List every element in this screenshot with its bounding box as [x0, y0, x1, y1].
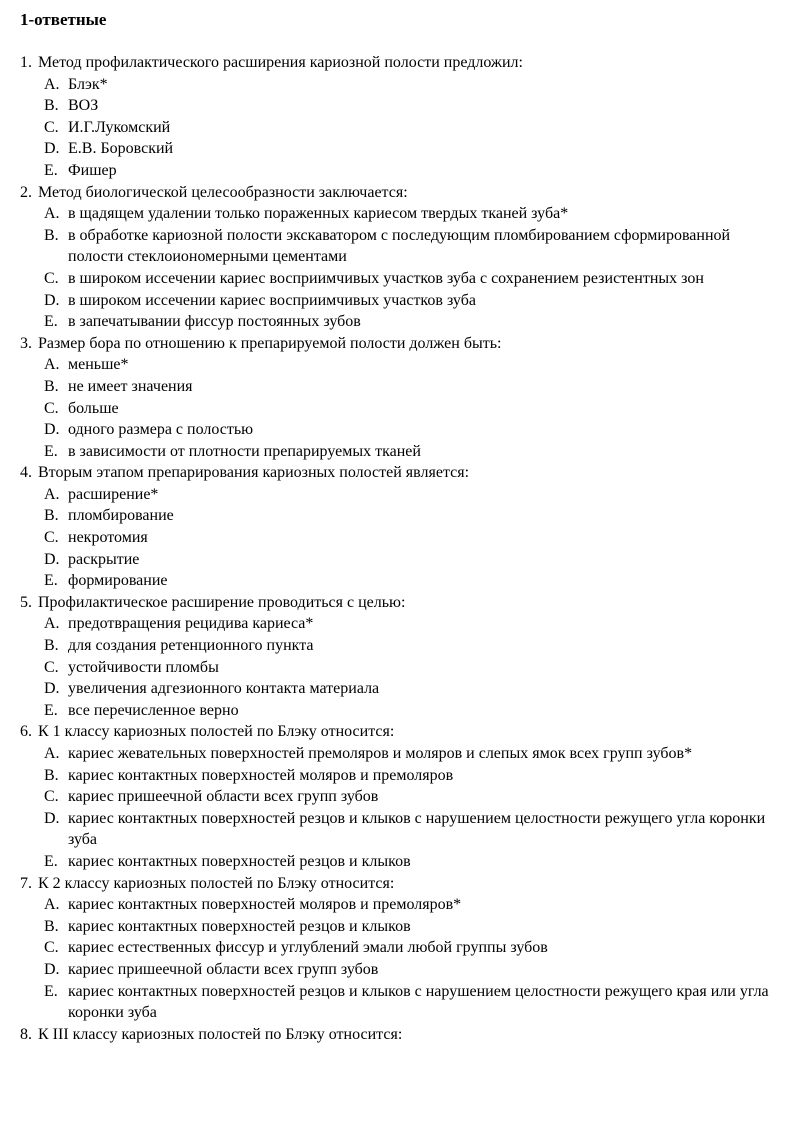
question-line	[20, 462, 790, 484]
option-letter: E.	[44, 442, 58, 460]
question-item	[20, 52, 790, 182]
answer-option	[20, 160, 790, 182]
option-letter: C.	[44, 118, 59, 136]
answer-option	[20, 117, 790, 139]
question-text: Профилактическое расширение проводиться с целью:	[38, 593, 406, 611]
option-text: в обработке кариозной полости экскаватором с последующим пломбированием сформированной полости стеклоиономерными цементами	[68, 226, 731, 266]
option-letter: B.	[44, 917, 59, 935]
option-text: предотвращения рецидива кариеса*	[68, 615, 314, 633]
answer-option	[20, 419, 790, 441]
option-text: раскрытие	[68, 550, 140, 568]
answer-option	[20, 678, 790, 700]
answer-option	[20, 635, 790, 657]
question-item	[20, 1024, 790, 1046]
answer-option	[20, 786, 790, 808]
option-letter: C.	[44, 788, 59, 806]
option-text: устойчивости пломбы	[68, 658, 219, 676]
question-item	[20, 333, 790, 463]
option-letter: A.	[44, 896, 60, 914]
question-line	[20, 721, 790, 743]
option-letter: E.	[44, 982, 58, 1000]
option-letter: C.	[44, 529, 59, 547]
option-text: в щадящем удалении только пораженных кариесом твердых тканей зуба*	[68, 205, 569, 223]
option-letter: E.	[44, 852, 58, 870]
option-letter: E.	[44, 572, 58, 590]
question-item	[20, 873, 790, 1024]
answer-options	[20, 203, 790, 333]
answer-option	[20, 937, 790, 959]
answer-option	[20, 311, 790, 333]
question-number: 5.	[20, 593, 32, 611]
option-text: увеличения адгезионного контакта материала	[68, 680, 380, 698]
answer-option	[20, 290, 790, 312]
question-text: К 2 классу кариозных полостей по Блэку относится:	[38, 874, 395, 892]
page-title: 1-ответные	[20, 10, 107, 29]
option-text: в зависимости от плотности препарируемых тканей	[68, 442, 421, 460]
option-letter: B.	[44, 226, 59, 244]
answer-options	[20, 354, 790, 462]
answer-options	[20, 894, 790, 1024]
answer-option	[20, 376, 790, 398]
option-letter: C.	[44, 658, 59, 676]
option-text: все перечисленное верно	[68, 701, 239, 719]
answer-option	[20, 916, 790, 938]
question-line	[20, 333, 790, 355]
option-text: кариес жевательных поверхностей премоляров и моляров и слепых ямок всех групп зубов*	[68, 745, 693, 762]
option-text: для создания ретенционного пункта	[68, 637, 314, 655]
answer-option	[20, 981, 790, 1024]
answer-option	[20, 138, 790, 160]
question-text: Метод профилактического расширения кариозной полости предложил:	[38, 54, 523, 71]
question-number: 6.	[20, 723, 32, 741]
question-line	[20, 52, 790, 74]
option-text: кариес пришеечной области всех групп зубов	[68, 960, 379, 978]
answer-option	[20, 851, 790, 873]
option-letter: E.	[44, 701, 58, 719]
answer-option	[20, 354, 790, 376]
option-letter: A.	[44, 615, 60, 633]
option-text: кариес пришеечной области всех групп зубов	[68, 788, 379, 806]
option-text: И.Г.Лукомский	[68, 118, 171, 136]
answer-option	[20, 225, 790, 268]
answer-option	[20, 203, 790, 225]
option-text: формирование	[68, 572, 168, 590]
option-text: в широком иссечении кариес восприимчивых участков зуба с сохранением резистентных зон	[68, 269, 704, 287]
question-item	[20, 721, 790, 872]
answer-option	[20, 549, 790, 571]
answer-options	[20, 74, 790, 182]
answer-option	[20, 74, 790, 96]
option-letter: D.	[44, 960, 60, 978]
option-text: больше	[68, 399, 119, 417]
answer-options	[20, 743, 790, 873]
answer-option	[20, 95, 790, 117]
question-list	[20, 52, 790, 1045]
option-text: кариес контактных поверхностей резцов и клыков	[68, 852, 411, 870]
option-text: Е.В. Боровский	[68, 140, 174, 158]
answer-option	[20, 441, 790, 463]
option-letter: A.	[44, 485, 60, 503]
option-letter: A.	[44, 745, 60, 762]
option-text: кариес контактных поверхностей моляров и премоляров	[68, 766, 454, 784]
option-text: Блэк*	[68, 75, 108, 93]
option-letter: D.	[44, 809, 60, 827]
answer-option	[20, 570, 790, 592]
option-text: меньше*	[68, 356, 129, 374]
question-line	[20, 873, 790, 895]
option-letter: C.	[44, 269, 59, 287]
answer-option	[20, 765, 790, 787]
option-text: кариес естественных фиссур и углублений эмали любой группы зубов	[68, 939, 548, 957]
answer-option	[20, 268, 790, 290]
option-letter: A.	[44, 356, 60, 374]
question-line	[20, 182, 790, 204]
question-line	[20, 1024, 790, 1046]
question-item	[20, 182, 790, 333]
question-item	[20, 462, 790, 592]
question-text: К 1 классу кариозных полостей по Блэку относится:	[38, 723, 395, 741]
question-number: 1.	[20, 54, 32, 71]
option-text: ВОЗ	[68, 97, 99, 115]
option-text: в запечатывании фиссур постоянных зубов	[68, 313, 361, 331]
option-letter: D.	[44, 550, 60, 568]
question-number: 2.	[20, 183, 32, 201]
option-letter: B.	[44, 507, 59, 525]
question-text: Размер бора по отношению к препарируемой полости должен быть:	[38, 334, 502, 352]
option-letter: B.	[44, 637, 59, 655]
option-letter: A.	[44, 205, 60, 223]
option-letter: B.	[44, 377, 59, 395]
question-number: 8.	[20, 1025, 32, 1043]
answer-option	[20, 505, 790, 527]
answer-option	[20, 959, 790, 981]
answer-option	[20, 484, 790, 506]
option-text: некротомия	[68, 529, 148, 547]
question-text: Вторым этапом препарирования кариозных полостей является:	[38, 464, 470, 482]
option-letter: D.	[44, 421, 60, 439]
option-text: расширение*	[68, 485, 159, 503]
option-text: кариес контактных поверхностей резцов и клыков с нарушением целостности режущего края или угла коронки зуба	[68, 982, 769, 1022]
option-letter: E.	[44, 161, 58, 179]
option-letter: B.	[44, 97, 59, 115]
question-text: Метод биологической целесообразности заключается:	[38, 183, 408, 201]
option-letter: D.	[44, 291, 60, 309]
option-text: кариес контактных поверхностей резцов и клыков	[68, 917, 411, 935]
option-letter: D.	[44, 680, 60, 698]
option-letter: A.	[44, 75, 60, 93]
question-text: К III классу кариозных полостей по Блэку относится:	[38, 1025, 403, 1043]
answer-option	[20, 398, 790, 420]
option-text: одного размера с полостью	[68, 421, 254, 439]
question-line	[20, 592, 790, 614]
answer-options	[20, 613, 790, 721]
question-number: 3.	[20, 334, 32, 352]
question-number: 7.	[20, 874, 32, 892]
answer-option	[20, 613, 790, 635]
answer-option	[20, 657, 790, 679]
answer-option	[20, 894, 790, 916]
option-letter: E.	[44, 313, 58, 331]
question-number: 4.	[20, 464, 32, 482]
answer-option	[20, 743, 790, 765]
option-text: не имеет значения	[68, 377, 193, 395]
option-letter: B.	[44, 766, 59, 784]
option-text: пломбирование	[68, 507, 174, 525]
option-text: в широком иссечении кариес восприимчивых участков зуба	[68, 291, 476, 309]
answer-option	[20, 700, 790, 722]
option-letter: C.	[44, 939, 59, 957]
option-text: кариес контактных поверхностей резцов и клыков с нарушением целостности режущего угла коронки зуба	[68, 809, 766, 849]
option-text: Фишер	[68, 161, 117, 179]
option-text: кариес контактных поверхностей моляров и премоляров*	[68, 896, 462, 914]
option-letter: D.	[44, 140, 60, 158]
question-item	[20, 592, 790, 722]
answer-option	[20, 527, 790, 549]
option-letter: C.	[44, 399, 59, 417]
answer-option	[20, 808, 790, 851]
answer-options	[20, 484, 790, 592]
